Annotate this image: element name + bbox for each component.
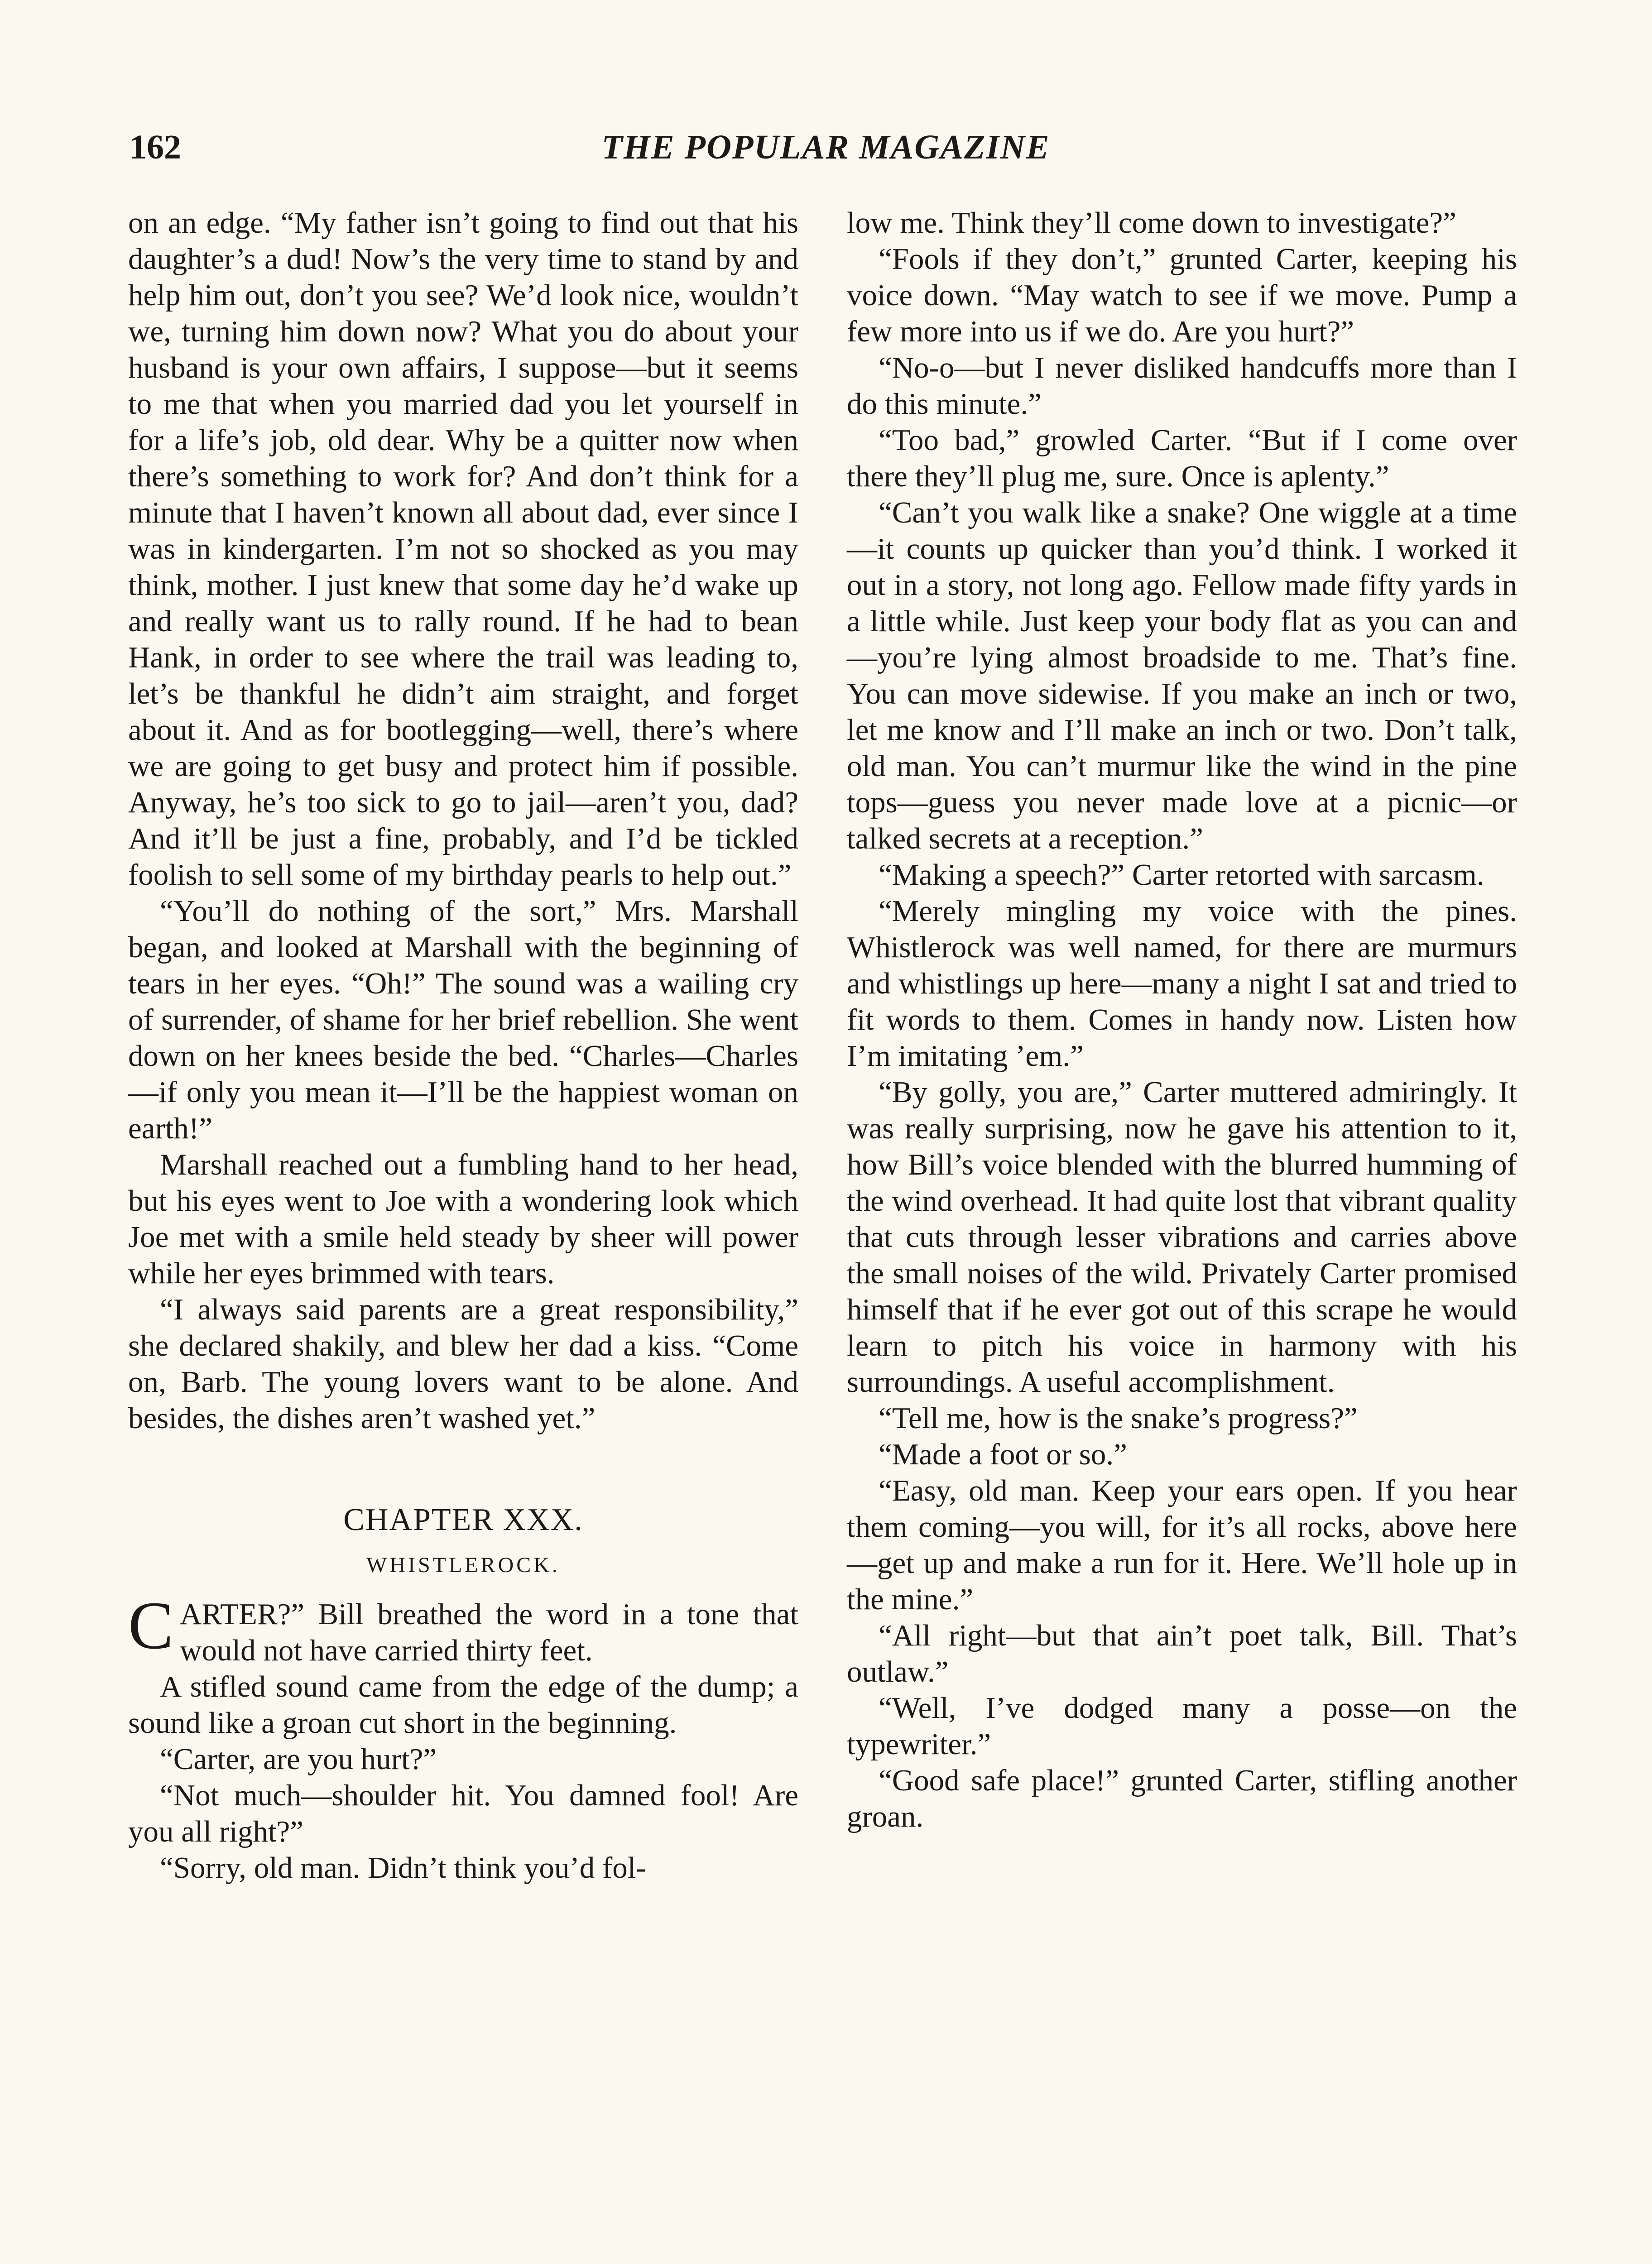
page-header: [130, 122, 1522, 172]
running-title: THE POPULAR MAGAZINE: [601, 128, 1050, 166]
paragraph: “I always said parents are a great responsibility,” she declared shakily, and blew her dad a kiss. “Come on, Barb. The young lovers want to be alone. And besides, the dishes aren’t washed yet.”: [128, 1293, 798, 1435]
chapter-subtitle: WHISTLEROCK.: [366, 1553, 560, 1577]
paragraph: “You’ll do nothing of the sort,” Mrs. Marshall began, and looked at Marshall with the beginning of tears in her eyes. “Oh!” The sound was a wailing cry of surrender, of shame for her brief rebellion. She went down on her knees beside the bed. “Charles—Charles—if only you mean it—I’ll be the happiest woman on earth!”: [128, 894, 798, 1145]
paragraph: “Well, I’ve dodged many a posse—on the typewriter.”: [847, 1691, 1517, 1761]
paragraph: “Good safe place!” grunted Carter, stifling another groan.: [847, 1764, 1517, 1833]
paragraph: on an edge. “My father isn’t going to find out that his daughter’s a dud! Now’s the very time to stand by and help him out, don’t you see? We’d look nice, wouldn’t we, turning him down now? What you do about your husband is your own affairs, I suppose—but it seems to me that when you married dad you let yourself in for a life’s job, old dear. Why be a quitter now when there’s something to work for? And don’t think for a minute that I haven’t known all about dad, ever since I was in kindergarten. I’m not so shocked as you may think, mother. I just knew that some day he’d wake up and really want us to rally round. If he had to bean Hank, in order to see where the trail was leading to, let’s be thankful he didn’t aim straight, and forget about it. And as for bootlegging—well, there’s where we are going to get busy and protect him if possible. Anyway, he’s too sick to go to jail—aren’t you, dad? And it’ll be just a fine, probably, and I’d be tickled foolish to sell some of my birthday pearls to help out.”: [128, 206, 798, 892]
paragraph: “Fools if they don’t,” grunted Carter, keeping his voice down. “May watch to see if we move. Pump a few more into us if we do. Are you hurt?”: [847, 242, 1517, 348]
paragraph: “Made a foot or so.”: [879, 1438, 1127, 1471]
paragraph: “Carter, are you hurt?”: [160, 1742, 437, 1776]
paragraph: “Merely mingling my voice with the pines. Whistlerock was well named, for there are murmurs and whistlings up here—many a night I sat and tried to fit words to them. Comes in handy now. Listen how I’m imitating ’em.”: [847, 894, 1517, 1073]
left-column: [128, 205, 798, 1886]
paragraph: low me. Think they’ll come down to investigate?”: [847, 206, 1456, 240]
page-number: 162: [130, 128, 181, 166]
chapter-opening-text: ARTER?” Bill breathed the word in a tone that would not have carried thirty feet.: [180, 1597, 798, 1667]
paragraph: “Tell me, how is the snake’s progress?”: [879, 1401, 1358, 1435]
paragraph: “Sorry, old man. Didn’t think you’d fol-: [160, 1851, 646, 1885]
chapter-title: CHAPTER XXX.: [343, 1502, 583, 1537]
paragraph: “By golly, you are,” Carter muttered admiringly. It was really surprising, now he gave his attention to it, how Bill’s voice blended with the blurred humming of the wind overhead. It had quite lost that vibrant quality that cuts through lesser vibrations and carries above the small noises of the wild. Privately Carter promised himself that if he ever got out of this scrape he would learn to pitch his voice in harmony with his surroundings. A useful accomplishment.: [847, 1075, 1517, 1399]
paragraph: “Not much—shoulder hit. You damned fool! Are you all right?”: [128, 1779, 798, 1848]
paragraph: “Easy, old man. Keep your ears open. If you hear them coming—you will, for it’s all rocks, above here—get up and make a run for it. Here. We’ll hole up in the mine.”: [847, 1474, 1517, 1616]
paragraph: “Can’t you walk like a snake? One wiggle at a time—it counts up quicker than you’d think. I worked it out in a story, not long ago. Fellow made fifty yards in a little while. Just keep your body flat as you can and—you’re lying almost broadside to me. That’s fine. You can move sidewise. If you make an inch or two, let me know and I’ll make an inch or two. Don’t talk, old man. You can’t murmur like the wind in the pine tops—guess you never made love at a picnic—or talked secrets at a reception.”: [847, 496, 1517, 855]
right-column: [847, 205, 1517, 1835]
drop-cap: C: [128, 1588, 174, 1663]
paragraph: Marshall reached out a fumbling hand to her head, but his eyes went to Joe with a wondering look which Joe met with a smile held steady by sheer will power while her eyes brimmed with tears.: [128, 1148, 798, 1290]
paragraph: “Making a speech?” Carter retorted with sarcasm.: [879, 858, 1484, 892]
paragraph: “No-o—but I never disliked handcuffs more than I do this minute.”: [847, 351, 1517, 421]
paragraph: A stifled sound came from the edge of the dump; a sound like a groan cut short in the beginning.: [128, 1670, 798, 1740]
paragraph: “Too bad,” growled Carter. “But if I come over there they’ll plug me, sure. Once is aplenty.”: [847, 423, 1517, 493]
paragraph: “All right—but that ain’t poet talk, Bill. That’s outlaw.”: [847, 1619, 1517, 1688]
chapter-opening-paragraph: [128, 1588, 798, 1669]
